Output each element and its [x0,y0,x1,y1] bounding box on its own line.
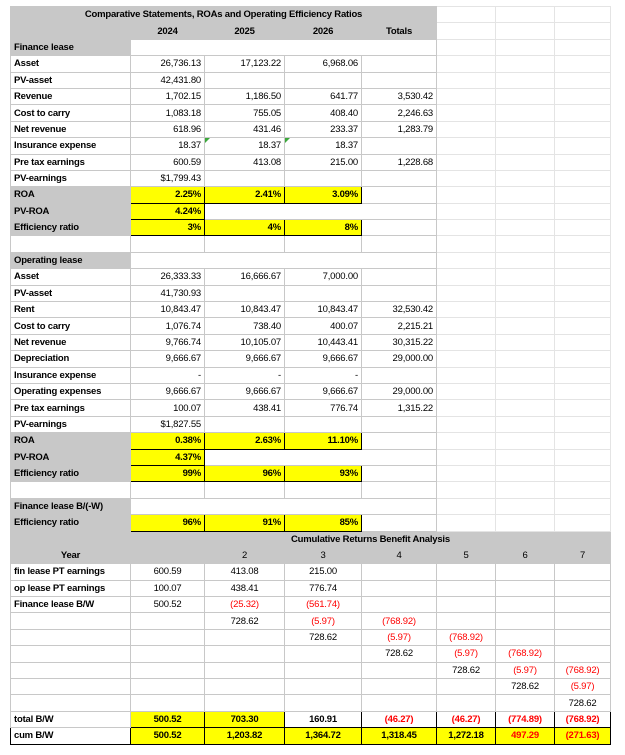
empty-cell[interactable] [496,302,555,318]
cum-year-header[interactable] [131,547,205,563]
value-cell[interactable]: 1,083.18 [131,105,205,121]
cum-year-header[interactable]: 7 [555,547,611,563]
row-label[interactable]: Rent [11,302,131,318]
table-row [11,170,611,186]
empty-cell[interactable] [555,154,611,170]
efficiency-diff-cell[interactable]: 91% [205,515,285,531]
cascade-cell[interactable] [205,679,285,695]
empty-cell[interactable] [437,318,496,334]
total-bw-cell[interactable]: (774.89) [496,711,555,727]
value-cell[interactable] [205,416,285,432]
value-cell[interactable]: 400.07 [285,318,362,334]
empty-cell[interactable] [496,367,555,383]
table-row [11,334,611,350]
cum-bw-cell[interactable]: 1,318.45 [362,728,437,744]
empty-cell[interactable] [496,269,555,285]
empty-cell[interactable] [437,154,496,170]
cascade-cell[interactable]: (5.97) [362,629,437,645]
cascade-cell[interactable]: 728.62 [362,646,437,662]
value-cell[interactable] [285,72,362,88]
total-cell[interactable]: 2,246.63 [362,105,437,121]
empty-cell[interactable] [555,269,611,285]
empty-cell[interactable] [555,334,611,350]
fin-earnings-cell[interactable]: 600.59 [131,564,205,580]
value-cell[interactable]: 738.40 [205,318,285,334]
roa-cell[interactable]: 2.25% [131,187,205,203]
total-cell[interactable]: 32,530.42 [362,302,437,318]
cascade-cell[interactable]: (5.97) [555,679,611,695]
total-cell[interactable] [362,56,437,72]
table-row [11,269,611,285]
total-cell[interactable]: 1,315.22 [362,400,437,416]
table-row [11,154,611,170]
table-row [11,121,611,137]
cascade-cell[interactable] [362,695,437,711]
row-label[interactable]: Net revenue [11,121,131,137]
cascade-cell[interactable] [205,695,285,711]
table-row [11,400,611,416]
row-label[interactable]: PV-ROA [11,203,131,219]
table-row [11,679,611,695]
empty-cell[interactable] [11,613,131,629]
cum-year-header[interactable]: 2 [205,547,285,563]
value-cell[interactable]: 9,666.67 [205,383,285,399]
row-label[interactable]: Efficiency ratio [11,465,131,481]
empty-cell[interactable] [496,154,555,170]
empty-cell[interactable] [11,662,131,678]
empty-cell[interactable] [496,383,555,399]
cum-year-header[interactable]: 5 [437,547,496,563]
value-cell[interactable]: 1,702.15 [131,88,205,104]
fin-earnings-cell[interactable]: 413.08 [205,564,285,580]
cascade-cell[interactable] [437,679,496,695]
cascade-cell[interactable] [555,613,611,629]
cum-year-header[interactable]: 4 [362,547,437,563]
empty-cell[interactable] [496,105,555,121]
cascade-cell[interactable] [496,629,555,645]
roa-cell[interactable]: 3.09% [285,187,362,203]
empty-cell[interactable] [496,88,555,104]
total-cell[interactable] [362,138,437,154]
empty-cell[interactable] [11,679,131,695]
value-cell[interactable]: 9,666.67 [205,351,285,367]
total-cell[interactable]: 29,000.00 [362,383,437,399]
value-cell[interactable]: 16,666.67 [205,269,285,285]
row-label[interactable]: total B/W [11,711,131,727]
year-label[interactable]: Year [11,547,131,563]
comparative-statements-table [10,6,611,745]
empty-cell[interactable] [496,416,555,432]
value-cell[interactable]: 18.37 [131,138,205,154]
cum-bw-cell[interactable]: (271.63) [555,728,611,744]
value-cell[interactable]: 9,766.74 [131,334,205,350]
spreadsheet [10,6,610,745]
empty-cell[interactable] [555,400,611,416]
empty-cell[interactable] [496,285,555,301]
table-row [11,613,611,629]
value-cell[interactable]: 9,666.67 [131,351,205,367]
table-row [11,105,611,121]
empty-cell[interactable] [496,138,555,154]
value-cell[interactable]: - [285,367,362,383]
total-cell[interactable]: 2,215.21 [362,318,437,334]
cascade-cell[interactable] [131,646,205,662]
empty-cell[interactable] [437,269,496,285]
empty-cell[interactable] [437,400,496,416]
cum-bw-cell[interactable]: 500.52 [131,728,205,744]
row-label[interactable]: Pre tax earnings [11,154,131,170]
total-bw-cell[interactable]: (46.27) [437,711,496,727]
row-label[interactable]: Insurance expense [11,138,131,154]
value-cell[interactable]: 1,186.50 [205,88,285,104]
table-row [11,351,611,367]
empty-cell[interactable] [437,170,496,186]
cascade-cell[interactable]: 728.62 [437,662,496,678]
cascade-cell[interactable]: (5.97) [285,613,362,629]
total-bw-cell[interactable]: 500.52 [131,711,205,727]
efficiency-diff-cell[interactable]: 96% [131,515,205,531]
value-cell[interactable] [285,416,362,432]
value-cell[interactable] [205,285,285,301]
cascade-cell[interactable]: 728.62 [205,613,285,629]
value-cell[interactable]: 18.37 [285,138,362,154]
total-cell[interactable] [362,269,437,285]
total-cell[interactable] [362,285,437,301]
row-label[interactable]: Pre tax earnings [11,400,131,416]
cascade-cell[interactable] [555,646,611,662]
empty-cell[interactable] [496,72,555,88]
section-header-finance[interactable]: Finance lease [11,39,131,55]
total-cell[interactable]: 1,228.68 [362,154,437,170]
table-row [11,56,611,72]
table-row [11,138,611,154]
bw-cell[interactable]: (561.74) [285,597,362,613]
empty-cell[interactable] [555,105,611,121]
table-row [11,629,611,645]
value-cell[interactable]: 6,968.06 [285,56,362,72]
cascade-cell[interactable] [496,613,555,629]
empty-cell[interactable] [437,416,496,432]
value-cell[interactable]: 9,666.67 [131,383,205,399]
empty-cell[interactable] [555,170,611,186]
value-cell[interactable] [205,170,285,186]
table-row [11,88,611,104]
value-cell[interactable]: 10,843.47 [285,302,362,318]
efficiency-cell[interactable]: 3% [131,220,205,236]
empty-cell[interactable] [555,416,611,432]
cum-bw-cell[interactable]: 1,272.18 [437,728,496,744]
efficiency-cell[interactable]: 4% [205,220,285,236]
empty-cell[interactable] [437,138,496,154]
value-cell[interactable]: 413.08 [205,154,285,170]
table-row [11,646,611,662]
row-label[interactable]: Net revenue [11,334,131,350]
value-cell[interactable]: 600.59 [131,154,205,170]
row-label[interactable]: ROA [11,433,131,449]
empty-cell[interactable] [555,138,611,154]
total-cell[interactable]: 1,283.79 [362,121,437,137]
empty-cell[interactable] [437,285,496,301]
value-cell[interactable]: 438.41 [205,400,285,416]
empty-cell[interactable] [437,383,496,399]
row-label[interactable]: Cost to carry [11,105,131,121]
empty-cell[interactable] [437,121,496,137]
empty-cell[interactable] [555,351,611,367]
cum-bw-cell[interactable]: 497.29 [496,728,555,744]
cascade-cell[interactable] [131,629,205,645]
total-bw-cell[interactable]: (46.27) [362,711,437,727]
empty-cell[interactable] [437,88,496,104]
row-label[interactable]: Efficiency ratio [11,220,131,236]
total-cell[interactable]: 30,315.22 [362,334,437,350]
row-label[interactable]: Depreciation [11,351,131,367]
cascade-cell[interactable]: (768.92) [362,613,437,629]
table-row [11,72,611,88]
cum-bw-cell[interactable]: 1,203.82 [205,728,285,744]
cascade-cell[interactable]: (768.92) [555,662,611,678]
efficiency-cell[interactable]: 8% [285,220,362,236]
value-cell[interactable] [285,170,362,186]
value-cell[interactable]: 10,843.47 [131,302,205,318]
cascade-cell[interactable] [131,695,205,711]
row-label[interactable]: ROA [11,187,131,203]
cascade-cell[interactable] [285,679,362,695]
total-cell[interactable] [362,72,437,88]
cascade-cell[interactable] [131,613,205,629]
table-row [11,662,611,678]
bw-cell[interactable]: 500.52 [131,597,205,613]
efficiency-cell[interactable]: 93% [285,465,362,481]
year-header[interactable]: 2025 [205,23,285,39]
empty-cell[interactable] [437,351,496,367]
cascade-cell[interactable]: 728.62 [496,679,555,695]
cum-year-header[interactable]: 3 [285,547,362,563]
row-label[interactable]: Insurance expense [11,367,131,383]
cascade-cell[interactable] [131,662,205,678]
empty-cell[interactable] [496,170,555,186]
empty-cell[interactable] [555,285,611,301]
empty-cell[interactable] [555,56,611,72]
empty-cell[interactable] [437,72,496,88]
value-cell[interactable]: 776.74 [285,400,362,416]
empty-cell[interactable] [437,334,496,350]
cascade-cell[interactable] [285,646,362,662]
empty-cell[interactable] [555,121,611,137]
table-row [11,695,611,711]
empty-cell[interactable] [437,105,496,121]
cascade-cell[interactable] [205,629,285,645]
section-header-compare[interactable]: Finance lease B/(-W) [11,498,131,514]
op-earnings-cell[interactable]: 438.41 [205,580,285,596]
row-label[interactable]: Revenue [11,88,131,104]
table-row [11,302,611,318]
empty-cell[interactable] [496,351,555,367]
value-cell[interactable]: 26,333.33 [131,269,205,285]
total-cell[interactable]: 3,530.42 [362,88,437,104]
cascade-cell[interactable] [362,662,437,678]
empty-cell[interactable] [555,367,611,383]
empty-cell[interactable] [437,367,496,383]
value-cell[interactable]: 408.40 [285,105,362,121]
roa-cell[interactable]: 0.38% [131,433,205,449]
cascade-cell[interactable]: 728.62 [555,695,611,711]
value-cell[interactable] [285,285,362,301]
row-label[interactable]: Asset [11,269,131,285]
empty-cell[interactable] [555,72,611,88]
value-cell[interactable]: 215.00 [285,154,362,170]
value-cell[interactable]: 7,000.00 [285,269,362,285]
row-label[interactable]: PV-ROA [11,449,131,465]
value-cell[interactable]: 1,076.74 [131,318,205,334]
row-label[interactable]: Finance lease B/W [11,597,131,613]
empty-cell[interactable] [11,695,131,711]
bw-cell[interactable]: (25.32) [205,597,285,613]
value-cell[interactable]: - [205,367,285,383]
empty-cell[interactable] [555,318,611,334]
table-row [11,383,611,399]
cascade-cell[interactable] [437,695,496,711]
value-cell[interactable]: $1,799.43 [131,170,205,186]
total-cell[interactable] [362,367,437,383]
row-label[interactable]: cum B/W [11,728,131,744]
value-cell[interactable]: 100.07 [131,400,205,416]
row-label[interactable]: Asset [11,56,131,72]
total-cell[interactable]: 29,000.00 [362,351,437,367]
sheet-title[interactable]: Comparative Statements, ROAs and Operating Efficiency Ratios [11,7,437,23]
value-cell[interactable]: $1,827.55 [131,416,205,432]
pv-roa-cell[interactable]: 4.37% [131,449,205,465]
value-cell[interactable]: 618.96 [131,121,205,137]
cascade-cell[interactable]: (5.97) [496,662,555,678]
table-row [11,318,611,334]
table-row [11,285,611,301]
cascade-cell[interactable]: (5.97) [437,646,496,662]
value-cell[interactable]: 9,666.67 [285,351,362,367]
row-label[interactable]: PV-earnings [11,170,131,186]
value-cell[interactable]: 10,105.07 [205,334,285,350]
empty-cell[interactable] [11,646,131,662]
row-label[interactable]: PV-asset [11,285,131,301]
value-cell[interactable]: 9,666.67 [285,383,362,399]
table-row [11,416,611,432]
value-cell[interactable]: 41,730.93 [131,285,205,301]
empty-cell[interactable] [11,629,131,645]
value-cell[interactable]: 17,123.22 [205,56,285,72]
roa-cell[interactable]: 2.63% [205,433,285,449]
cascade-cell[interactable] [285,695,362,711]
cascade-cell[interactable]: (768.92) [496,646,555,662]
efficiency-cell[interactable]: 96% [205,465,285,481]
value-cell[interactable]: 18.37 [205,138,285,154]
empty-cell[interactable] [555,302,611,318]
empty-cell[interactable] [496,334,555,350]
empty-cell[interactable] [496,56,555,72]
efficiency-diff-cell[interactable]: 85% [285,515,362,531]
empty-cell[interactable] [496,400,555,416]
value-cell[interactable]: 233.37 [285,121,362,137]
cumulative-title[interactable]: Cumulative Returns Benefit Analysis [131,531,611,547]
year-header[interactable]: 2026 [285,23,362,39]
op-earnings-cell[interactable]: 776.74 [285,580,362,596]
cascade-cell[interactable] [437,613,496,629]
row-label[interactable]: Cost to carry [11,318,131,334]
row-label[interactable]: fin lease PT earnings [11,564,131,580]
row-label[interactable]: PV-earnings [11,416,131,432]
value-cell[interactable]: 431.46 [205,121,285,137]
efficiency-cell[interactable]: 99% [131,465,205,481]
total-bw-cell[interactable]: 703.30 [205,711,285,727]
cascade-cell[interactable] [555,629,611,645]
table-row [11,367,611,383]
row-label[interactable]: op lease PT earnings [11,580,131,596]
total-cell[interactable] [362,416,437,432]
value-cell[interactable]: 755.05 [205,105,285,121]
cascade-cell[interactable]: 728.62 [285,629,362,645]
cascade-cell[interactable] [496,695,555,711]
cascade-cell[interactable] [131,679,205,695]
cascade-cell[interactable] [285,662,362,678]
section-header-operating[interactable]: Operating lease [11,252,131,268]
cascade-cell[interactable] [362,679,437,695]
cum-year-header[interactable]: 6 [496,547,555,563]
cascade-cell[interactable]: (768.92) [437,629,496,645]
pv-roa-cell[interactable]: 4.24% [131,203,205,219]
empty-cell[interactable] [496,121,555,137]
roa-cell[interactable]: 2.41% [205,187,285,203]
fin-earnings-cell[interactable]: 215.00 [285,564,362,580]
empty-cell[interactable] [496,318,555,334]
empty-cell[interactable] [555,383,611,399]
cum-bw-cell[interactable]: 1,364.72 [285,728,362,744]
row-label[interactable]: Operating expenses [11,383,131,399]
value-cell[interactable]: - [131,367,205,383]
row-label[interactable]: Efficiency ratio [11,515,131,531]
total-cell[interactable] [362,170,437,186]
totals-header[interactable]: Totals [362,23,437,39]
empty-cell[interactable] [555,88,611,104]
value-cell[interactable]: 641.77 [285,88,362,104]
row-label[interactable]: PV-asset [11,72,131,88]
value-cell[interactable]: 42,431.80 [131,72,205,88]
year-header[interactable]: 2024 [131,23,205,39]
value-cell[interactable]: 10,843.47 [205,302,285,318]
value-cell[interactable] [205,72,285,88]
cascade-cell[interactable] [205,662,285,678]
op-earnings-cell[interactable]: 100.07 [131,580,205,596]
empty-cell[interactable] [437,56,496,72]
total-bw-cell[interactable]: (768.92) [555,711,611,727]
value-cell[interactable]: 26,736.13 [131,56,205,72]
total-bw-cell[interactable]: 160.91 [285,711,362,727]
roa-cell[interactable]: 11.10% [285,433,362,449]
value-cell[interactable]: 10,443.41 [285,334,362,350]
empty-cell[interactable] [437,302,496,318]
cascade-cell[interactable] [205,646,285,662]
